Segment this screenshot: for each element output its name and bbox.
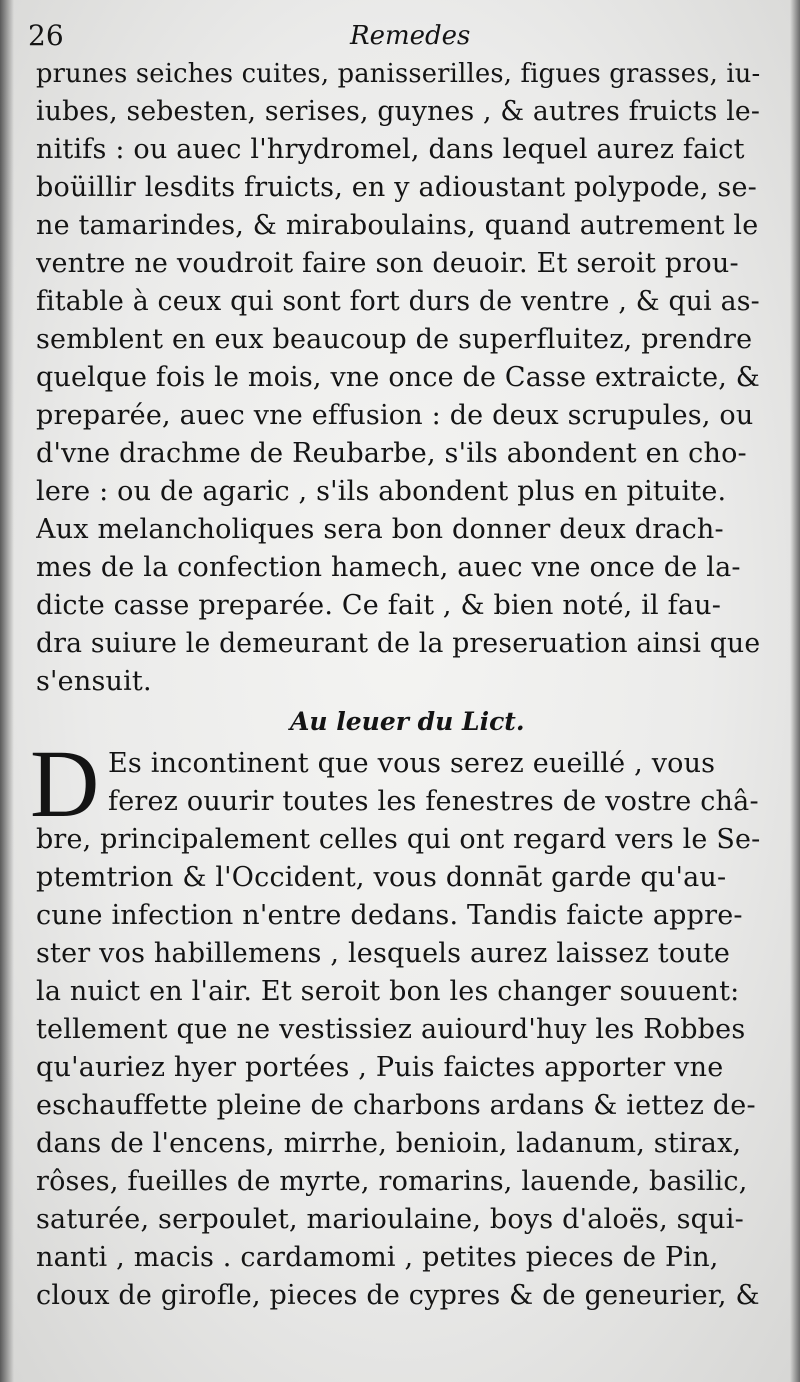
text-line: ventre ne voudroit faire son deuoir. Et seroit prou- (36, 248, 739, 279)
text-line: tellement que ne vestissiez auiourd'huy les Robbes (36, 1014, 746, 1045)
text-line: lere : ou de agaric , s'ils abondent plus en pituite. (36, 476, 727, 507)
page-header (28, 18, 768, 54)
text-line: bre, principalement celles qui ont regard vers le Se- (36, 824, 760, 855)
text-line: fitable à ceux qui sont fort durs de ventre , & qui as- (36, 286, 760, 317)
text-line: ne tamarindes, & miraboulains, quand autrement le (36, 210, 759, 241)
running-title: Remedes (350, 21, 471, 51)
text-line: cloux de girofle, pieces de cypres & de geneurier, & (36, 1280, 760, 1311)
text-line: iubes, sebesten, serises, guynes , & autres fruicts le- (36, 96, 760, 127)
text-line: eschauffette pleine de charbons ardans & iettez de- (36, 1090, 756, 1121)
page-number: 26 (28, 19, 64, 52)
text-line: s'ensuit. (36, 666, 152, 697)
text-line: Es incontinent que vous serez eueillé , vous (108, 748, 716, 779)
text-line: nanti , macis . cardamomi , petites pieces de Pin, (36, 1242, 719, 1273)
text-line: boüillir lesdits fruicts, en y adioustant polypode, se- (36, 172, 757, 203)
text-line: dans de l'encens, mirrhe, benioin, ladanum, stirax, (36, 1128, 742, 1159)
text-line: dra suiure le demeurant de la preseruation ainsi que (36, 628, 760, 659)
text-line: quelque fois le mois, vne once de Casse extraicte, & (36, 362, 760, 393)
drop-cap: D (30, 730, 100, 837)
page-edge-shadow-right (790, 0, 800, 1382)
text-line: ster vos habillemens , lesquels aurez laissez toute (36, 938, 731, 969)
text-line: ferez ouurir toutes les fenestres de vostre châ- (108, 786, 759, 817)
text-line: cune infection n'entre dedans. Tandis faicte appre- (36, 900, 743, 931)
text-line: nitifs : ou auec l'hrydromel, dans lequel aurez faict (36, 134, 745, 165)
text-line: la nuict en l'air. Et seroit bon les changer souuent: (36, 976, 740, 1007)
text-line: dicte casse preparée. Ce fait , & bien noté, il fau- (36, 590, 722, 621)
text-line: preparée, auec vne effusion : de deux scrupules, ou (36, 400, 754, 431)
section-heading: Au leuer du Lict. (290, 707, 525, 736)
page-edge-shadow-left (0, 0, 14, 1382)
text-line: mes de la confection hamech, auec vne once de la- (36, 552, 741, 583)
text-line: Aux melancholiques sera bon donner deux drach- (36, 514, 724, 545)
text-line: semblent en eux beaucoup de superfluitez, prendre (36, 324, 753, 355)
text-line: prunes seiches cuites, panisserilles, figues grasses, iu- (36, 59, 760, 89)
text-line: d'vne drachme de Reubarbe, s'ils abondent en cho- (36, 438, 747, 469)
text-line: rôses, fueilles de myrte, romarins, lauende, basilic, (36, 1166, 748, 1197)
text-line: ptemtrion & l'Occident, vous donnāt garde qu'au- (36, 862, 727, 893)
text-line: saturée, serpoulet, marioulaine, boys d'aloës, squi- (36, 1204, 744, 1235)
text-line: qu'auriez hyer portées , Puis faictes apporter vne (36, 1052, 724, 1083)
